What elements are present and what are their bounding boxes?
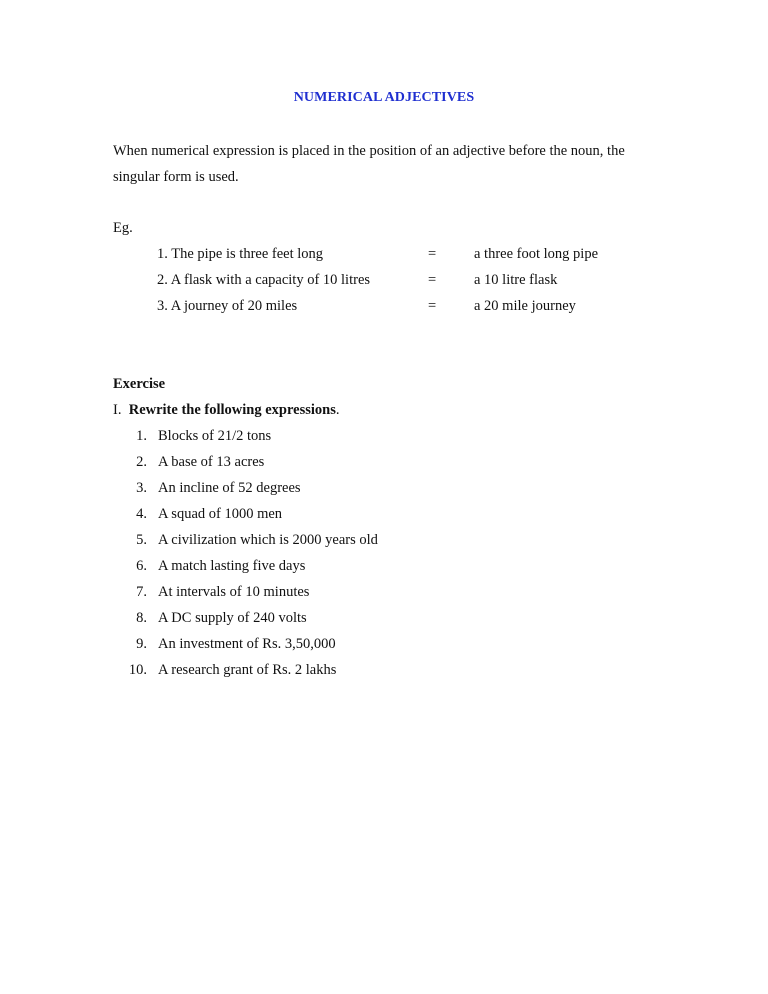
instruction-prefix: I.: [113, 402, 122, 418]
exercise-item-text: An investment of Rs. 3,50,000: [158, 636, 336, 652]
exercise-item-text: A squad of 1000 men: [158, 506, 283, 522]
intro-line-1: When numerical expression is placed in the position of an adjective before the noun, the: [113, 143, 625, 159]
exercise-item-number: 7.: [136, 584, 147, 600]
exercise-item-text: At intervals of 10 minutes: [158, 584, 310, 600]
intro-line-2: singular form is used.: [113, 169, 239, 185]
page-title: NUMERICAL ADJECTIVES: [293, 90, 475, 105]
exercise-item-text: An incline of 52 degrees: [158, 480, 301, 496]
exercise-item-number: 5.: [136, 532, 147, 548]
exercise-item-text: A base of 13 acres: [158, 454, 265, 470]
example-left: 1. The pipe is three feet long: [157, 246, 324, 262]
example-right: a 10 litre flask: [474, 272, 558, 288]
exercise-item-text: A match lasting five days: [158, 558, 306, 574]
example-right: a three foot long pipe: [474, 246, 599, 262]
example-equals: =: [428, 246, 437, 262]
example-equals: =: [428, 272, 437, 288]
exercise-item-number: 10.: [128, 662, 147, 678]
exercise-item-number: 2.: [136, 454, 147, 470]
exercise-heading: Exercise: [113, 376, 166, 392]
exercise-instruction: [113, 402, 340, 419]
exercise-item-text: A research grant of Rs. 2 lakhs: [158, 662, 337, 678]
exercise-item-number: 4.: [136, 506, 147, 522]
exercise-item-number: 1.: [136, 428, 147, 444]
example-right: a 20 mile journey: [474, 298, 576, 314]
exercise-item-text: Blocks of 21/2 tons: [158, 428, 272, 444]
exercise-item-number: 8.: [136, 610, 147, 626]
exercise-item-number: 9.: [136, 636, 147, 652]
example-left: 2. A flask with a capacity of 10 litres: [157, 272, 371, 288]
instruction-text: Rewrite the following expressions: [128, 402, 336, 418]
example-left: 3. A journey of 20 miles: [157, 298, 298, 314]
examples-label: Eg.: [113, 220, 133, 236]
exercise-item-number: 3.: [136, 480, 147, 496]
exercise-item-text: A DC supply of 240 volts: [158, 610, 307, 626]
instruction-suffix: .: [335, 402, 340, 418]
example-equals: =: [428, 298, 437, 314]
exercise-item-number: 6.: [136, 558, 147, 574]
exercise-item-text: A civilization which is 2000 years old: [158, 532, 378, 548]
